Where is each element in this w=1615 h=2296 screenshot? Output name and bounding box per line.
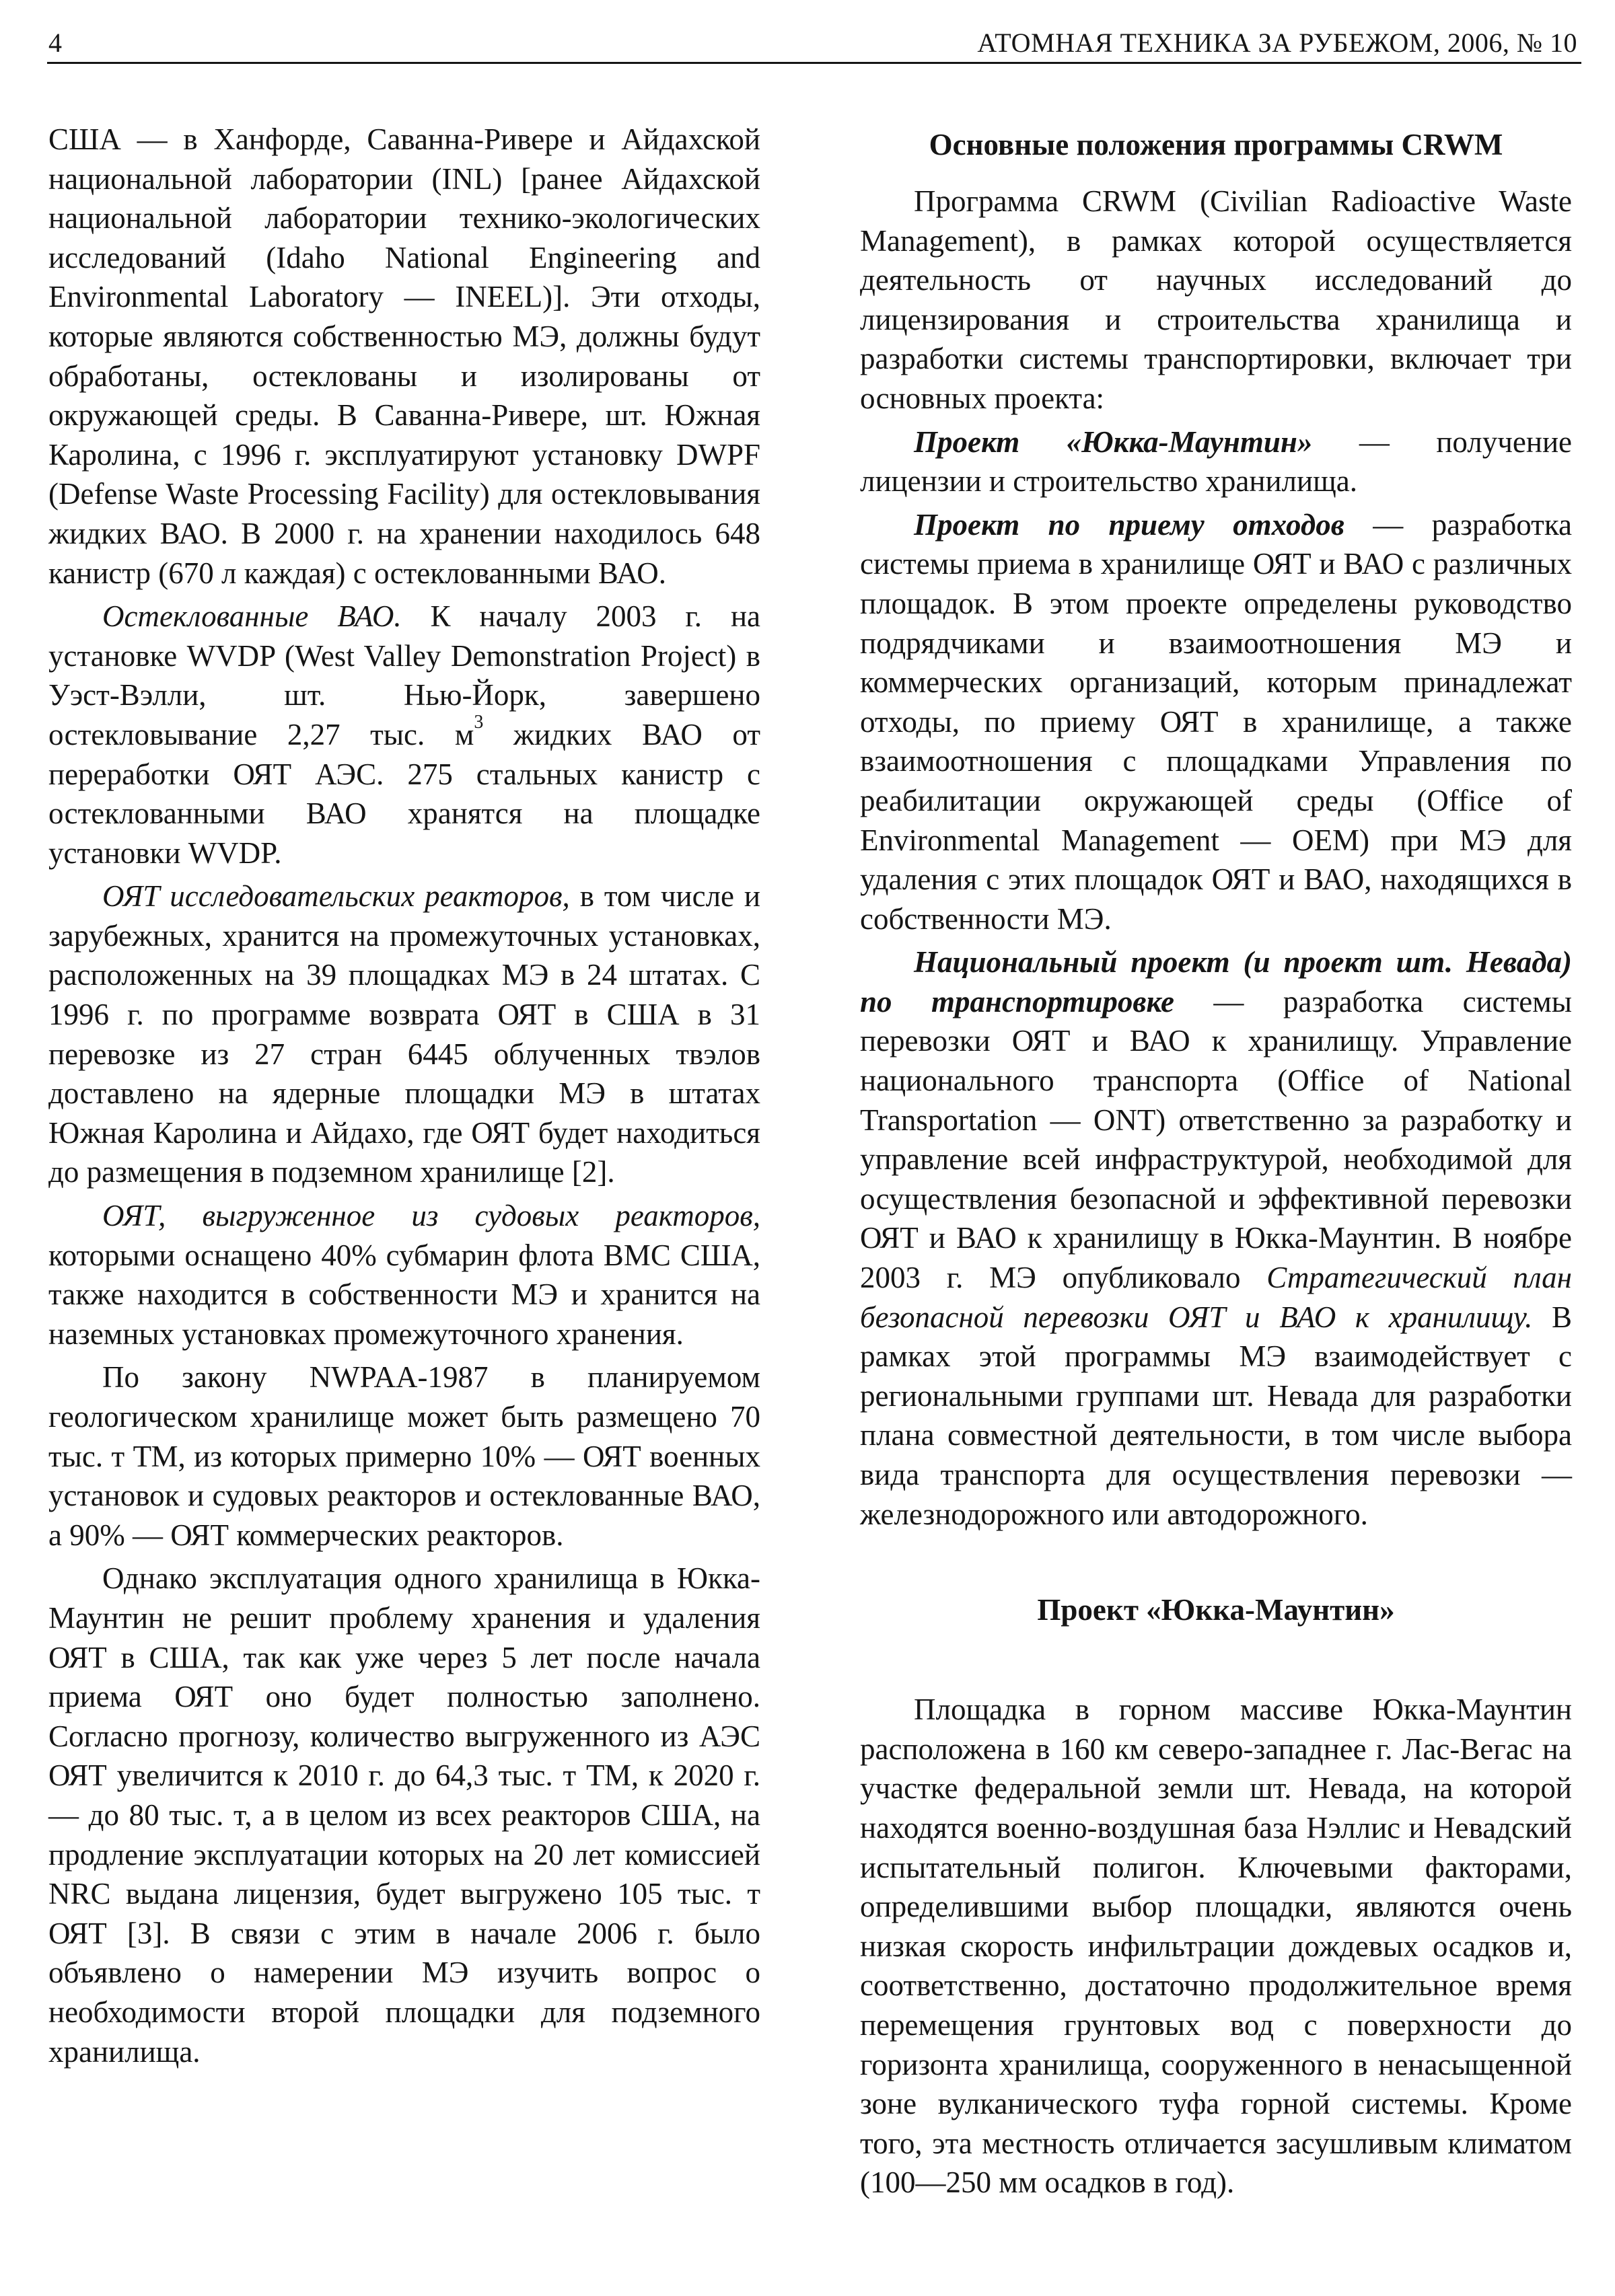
paragraph-project-transport: Национальный проект (и проект шт. Невада) по транспортировке — разработка системы перевозки ОЯТ и ВАО к хранилищу. Управление национального транспорта (Office of National Transportation — ONT) ответственно за разработку и управление всей инфраструктурой, необходимой для осуществления безопасной и эффективной перевозки ОЯТ и ВАО к хранилищу в Юкка-Маунтин. В ноябре 2003 г. МЭ опубликовало Стратегический план безопасной перевозки ОЯТ и ВАО к хранилищу. В рамках этой программы МЭ взаимодействует с региональными группами шт. Невада для разработки плана совместной деятельности, в том числе выбора вида транспорта для осуществления перевозки — железнодорожного или автодорожного. [860,945,1573,1531]
superscript: 3 [474,711,484,733]
paragraph-crwm-intro: Программа CRWM (Civilian Radioactive Waste Management), в рамках которой осуществляется деятельность от научных исследований до лицензирования и строительства хранилища и разработки системы транспортировки, включает три основных проекта: [860,184,1572,415]
document-title: Стратегический план безопасной перевозки ОЯТ и ВАО к хранилищу. [860,1261,1572,1334]
running-header [47,24,1581,64]
paragraph-second-repository: Однако эксплуатация одного хранилища в Юкка-Маунтин не решит проблему хранения и удаления ОЯТ в США, так как уже через 5 лет после начала приема ОЯТ оно будет полностью заполнено. Согласно прогнозу, количество выгруженного из АЭС ОЯТ увеличится к 2010 г. до 64,3 тыс. т ТМ, к 2020 г. — до 80 тыс. т, а в целом из всех реакторов США, на продление эксплуатации которых на 20 лет комиссией NRC выдана лицензия, будет выгружено 105 тыс. т ОЯТ [3]. В связи с этим в начале 2006 г. было объявлено о намерении МЭ изучить вопрос о необходимости второй площадки для подземного хранилища. [48,1561,760,2069]
paragraph-us-sites: США — в Ханфорде, Саванна-Ривере и Айдахской национальной лаборатории (INL) [ранее Айдахской национальной лаборатории технико-экологических исследований (Idaho National Engineering and Environmental Laboratory — INEEL)]. Эти отходы, которые являются собственностью МЭ, должны будут обработаны, остеклованы и изолированы от окружающей среды. В Саванна-Ривере, шт. Южная Каролина, с 1996 г. эксплуатируют установку DWPF (Defense Waste Processing Facility) для остекловывания жидких ВАО. В 2000 г. на хранении находилось 648 канистр (670 л каждая) с остеклованными ВАО. [48,122,760,590]
paragraph-yucca-site: Площадка в горном массиве Юкка-Маунтин расположена в 160 км северо-западнее г. Лас-Вегас на участке федеральной земли шт. Невада, на которой находятся военно-воздушная база Нэллис и Невадский испытательный полигон. Ключевыми факторами, определившими выбор площадки, являются очень низкая скорость инфильтрации дождевых осадков и, соответственно, достаточно продолжительное время перемещения грунтовых вод с поверхности до горизонта хранилища, сооруженного в ненасыщенной зоне вулканического туфа горной системы. Кроме того, эта местность отличается засушливым климатом (100—250 мм осадков в год). [860,1693,1572,2200]
paragraph-nwpaa: По закону NWPAA-1987 в планируемом геологическом хранилище может быть размещено 70 тыс. т ТМ, из которых примерно 10% — ОЯТ военных установок и судовых реакторов и остеклованные ВАО, а 90% — ОЯТ коммерческих реакторов. [48,1360,760,1552]
paragraph-naval-snf: ОЯТ, выгруженное из судовых реакторов, которыми оснащено 40% субмарин флота ВМС США, также находится в собственности МЭ и хранится на наземных установках промежуточного хранения. [48,1199,760,1351]
project-name: Проект по приему отходов [914,507,1344,542]
paragraph-project-yucca: Проект «Юкка-Маунтин» — получение лицензии и строительство хранилища. [860,424,1572,498]
section-heading-crwm: Основные положения программы CRWM [929,128,1503,161]
left-column [48,120,760,2071]
run-in-heading: ОЯТ, выгруженное из судовых реакторов, [102,1199,760,1233]
page-number: 4 [48,28,62,58]
run-in-heading: ОЯТ исследовательских реакторов, [102,879,570,914]
paragraph-research-reactor-snf: ОЯТ исследовательских реакторов, в том числе и зарубежных, хранится на промежуточных установках, расположенных на 39 площадках МЭ в 24 штатах. С 1996 г. по программе возврата ОЯТ в США в 31 перевозке из 27 стран 6445 облученных твэлов доставлено на ядерные площадки МЭ в штатах Южная Каролина и Айдахо, где ОЯТ будет находиться до размещения в подземном хранилище [2]. [48,879,761,1189]
run-in-heading: Остеклованные ВАО. [102,599,402,634]
section-heading-yucca: Проект «Юкка-Маунтин» [1037,1593,1395,1627]
right-column [860,125,1572,2202]
project-name: Проект «Юкка-Маунтин» [914,424,1313,459]
journal-title: АТОМНАЯ ТЕХНИКА ЗА РУБЕЖОМ, 2006, № 10 [977,28,1577,58]
project-name: Национальный проект (и проект шт. Невада) по транспортировке [860,945,1572,1019]
paragraph-project-acceptance: Проект по приему отходов — разработка системы приема в хранилище ОЯТ и ВАО с различных площадок. В этом проекте определены руководство подрядчиками и взаимоотношения МЭ и коммерческих организаций, которым принадлежат отходы, по приему ОЯТ в хранилище, а также взаимоотношения с площадками Управления по реабилитации окружающей среды (Office of Environmental Management — OEM) при МЭ для удаления с этих площадок ОЯТ и ВАО, находящихся в собственности МЭ. [860,507,1572,936]
paragraph-vitrified-hlw: Остеклованные ВАО. К началу 2003 г. на установке WVDP (West Valley Demonstration Project) в Уэст-Вэлли, шт. Нью-Йорк, завершено остекловывание 2,27 тыс. $м^3$ жидких ВАО от переработки ОЯТ АЭС. 275 стальных канистр с остеклованными ВАО хранятся на площадке установки WVDP. [48,599,761,870]
